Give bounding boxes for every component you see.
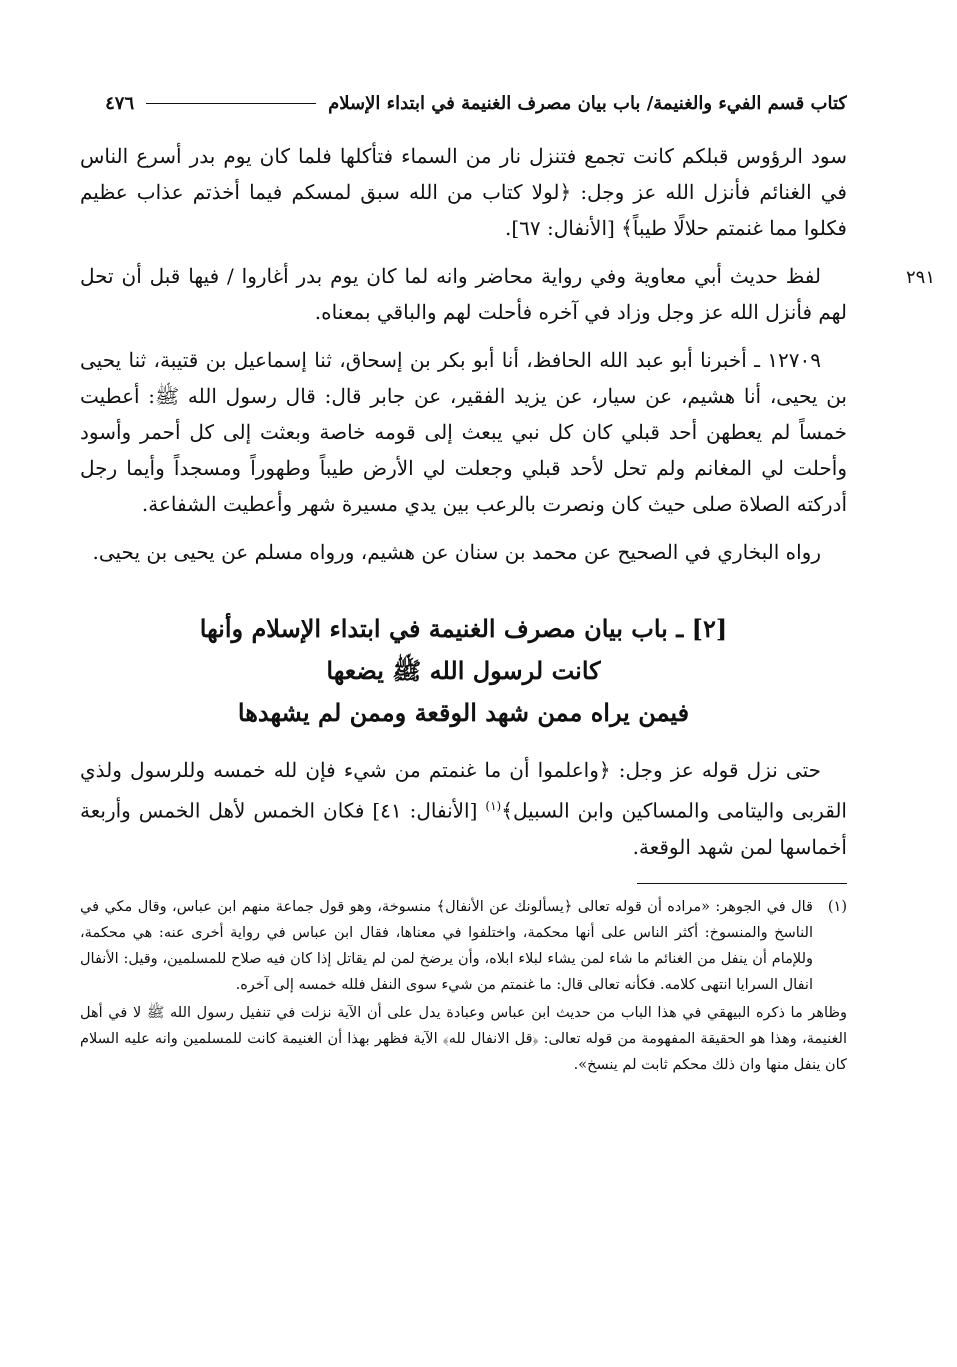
section-paragraph: [80, 752, 847, 865]
section-paragraph-text-a: حتى نزل قوله عز وجل: ﴿واعلموا أن ما غنمتم من شيء فإن لله خمسه وللرسول ولذي القربى واليتامى والمساكين وابن السبيل﴾: [80, 758, 847, 823]
running-header: [80, 88, 847, 118]
paragraph-2: لفظ حديث أبي معاوية وفي رواية محاضر وانه لما كان يوم بدر أغاروا / فيها قبل أن تحل لهم فأنزل الله عز وجل وزاد في آخره فأحلت لهم والباقي بمعناه.: [80, 264, 847, 324]
footnote-separator: [637, 883, 847, 884]
paragraph-1: سود الرؤوس قبلكم كانت تجمع فتنزل نار من السماء فتأكلها فلما كان يوم بدر أسرع الناس في الغنائم فأنزل الله عز وجل: ﴿لولا كتاب من الله سبق لمسكم فيما أخذتم عذاب عظيم فكلوا مما غنمتم حلالًا طيباً﴾ [الأنفال: ٦٧].: [80, 144, 847, 240]
header-title: كتاب قسم الفيء والغنيمة/ باب بيان مصرف الغنيمة في ابتداء الإسلام: [328, 92, 847, 114]
section-title-line-2: كانت لرسول الله ﷺ يضعها: [326, 656, 601, 685]
footnote-reference-1: (١): [485, 799, 502, 813]
section-title-line-3: فيمن يراه ممن شهد الوقعة وممن لم يشهدها: [237, 698, 690, 727]
page-number: ٤٧٦: [105, 92, 135, 114]
hadith-12709: ١٢٧٠٩ ـ أخبرنا أبو عبد الله الحافظ، أنا أبو بكر بن إسحاق، ثنا إسماعيل بن قتيبة، ثنا يحيى بن يحيى، أنا هشيم، عن سيار، عن يزيد الفقير، عن جابر قال: قال رسول الله ﷺ: أعطيت خمساً لم يعطهن أحد قبلي كان كل نبي يبعث إلى قومه خاصة وبعثت إلى كل أحمر وأسود وأحلت لي المغانم ولم تحل لأحد قبلي وجعلت لي الأرض طيباً وطهوراً ومسجداً وأيما رجل أدركته الصلاة صلى حيث كان ونصرت بالرعب بين يدي مسيرة شهر وأعطيت الشفاعة.: [80, 348, 847, 516]
footnote-1: [80, 894, 847, 998]
section-title: [80, 608, 847, 734]
footnotes: [80, 894, 847, 1078]
paragraph-4: رواه البخاري في الصحيح عن محمد بن سنان عن هشيم، ورواه مسلم عن يحيى بن يحيى.: [92, 540, 821, 564]
main-text: [80, 138, 935, 1078]
section-paragraph-text-b: [الأنفال: ٤١] فكان الخمس لأهل الخمس وأربعة أخماسها لمن شهد الوقعة.: [80, 798, 847, 859]
margin-page-reference: ٢٩١: [905, 267, 935, 288]
footnote-1-continuation: وظاهر ما ذكره البيهقي في هذا الباب من حديث ابن عباس وعبادة يدل على أن الآية نزلت في تنفيل رسول الله ﷺ لا في أهل الغنيمة، وهذا هو الحقيقة المفهومة من قوله تعالى: ﴿قل الانفال لله﴾ الآية فظهر بهذا أن الغنيمة كانت للمسلمين وانه عليه السلام كان ينفل منها وان ذلك محكم ثابت لم ينسخ».: [80, 1004, 847, 1073]
book-page: [80, 80, 935, 1327]
header-rule: [146, 103, 316, 104]
paragraph-2-row: [80, 258, 935, 330]
footnote-1-text: قال في الجوهر: «مراده أن قوله تعالى ﴿يسألونك عن الأنفال﴾ منسوخة، وهو قول جماعة منهم ابن عباس، وقال مكي في الناسخ والمنسوخ: أكثر الناس على أنها محكمة، واختلفوا في معناها، فقال ابن عباس في رواية أخرى عنه: هي محكمة، وللإمام أن ينفل من الغنائم ما شاء لمن يشاء لبلاء ابلاه، وأن يرضخ لمن لم يقاتل إذا كان فيه صلاح للمسلمين، وقيل: الأنفال انفال السرايا انتهى كلامه. فكأنه تعالى قال: ما غنمتم من شيء سوى النفل فلله خمسه إلى آخره.: [80, 898, 813, 993]
section-title-line-1: [٢] ـ باب بيان مصرف الغنيمة في ابتداء الإسلام وأنها: [199, 614, 728, 643]
footnote-1-marker: (١): [827, 898, 847, 915]
